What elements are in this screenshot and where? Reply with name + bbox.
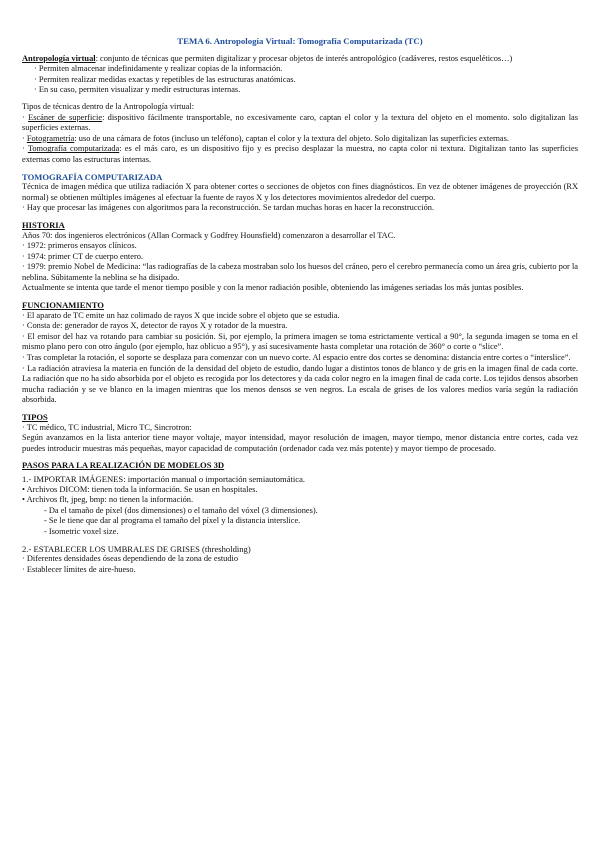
- funcionamiento-line: · El emisor del haz va rotando para cambiar su posición. Si, por ejemplo, la primera imagen se toma estrictamente vertical a 90°, la segunda imagen se toma en el mismo plano pero con otro ángulo (por ejemplo, haz oblicuo a 95°), y así sucesivamente hasta completar una rotación de 360° o corte o “slice”.: [22, 331, 578, 352]
- tomografia-paragraph: · Hay que procesar las imágenes con algoritmos para la reconstrucción. Se tardan muchas horas en hacer la reconstrucción.: [22, 203, 435, 213]
- historia-line: · 1979: premio Nobel de Medicina: “las radiografías de la cabeza mostraban solo los huesos del cráneo, pero el cerebro permanecía como un área gris, cubierto por la neblina. Súbitamente la neblina se ha disipado.: [22, 262, 578, 282]
- tomografia-paragraph: Técnica de imagen médica que utiliza radiación X para obtener cortes o secciones de objetos con fines diagnósticos. En vez de obtener imágenes de proyección (RX normal) se obtienen múltiples imágenes al efectuar la fuente de rayos X y los detectores movimientos alrededor del cuerpo.: [22, 182, 578, 202]
- intro-paragraph: [22, 54, 578, 65]
- document-title: TEMA 6. Antropología Virtual: Tomografía Computarizada (TC): [177, 36, 423, 46]
- historia-line: · 1974: primer CT de cuerpo entero.: [22, 251, 144, 261]
- paso-1-bullet: • Archivos DICOM: tienen toda la información. Se usan en hospitales.: [22, 484, 258, 494]
- paso-2-line: · Diferentes densidades óseas dependiendo de la zona de estudio: [22, 554, 239, 564]
- intro-bullet: · Permiten almacenar indefinidamente y realizar copias de la información.: [34, 64, 283, 74]
- paso-2-title: 2.- ESTABLECER LOS UMBRALES DE GRISES (thresholding): [22, 543, 251, 554]
- tipos-heading: TIPOS: [22, 412, 48, 422]
- tipos-line: · TC médico, TC industrial, Micro TC, Sincrotron:: [22, 422, 192, 432]
- historia-heading: HISTORIA: [22, 219, 65, 230]
- tecnica-item: · Escáner de superficie: dispositivo fácilmente transportable, no excesivamente caro, captan el color y la textura del objeto en el momento. solo digitalizan las superficies externas.: [22, 112, 578, 133]
- paso-1-subitem: - Se le tiene que dar al programa el tamaño del píxel y la distancia interslice.: [44, 516, 301, 526]
- paso-1-bullet: • Archivos flt, jpeg, bmp: no tienen la información.: [22, 495, 194, 505]
- funcionamiento-line: · Tras completar la rotación, el soporte se desplaza para comenzar con un nuevo corte. Al espacio entre dos cortes se denomina: distancia entre cortes o “interslice”.: [22, 353, 571, 363]
- intro-bullet: · Permiten realizar medidas exactas y repetibles de las estructuras anatómicas.: [34, 74, 296, 84]
- historia-line: · 1972: primeros ensayos clínicos.: [22, 241, 137, 251]
- paso-1-subitem: - Da el tamaño de píxel (dos dimensiones) o el tamaño del vóxel (3 dimensiones).: [44, 505, 318, 515]
- funcionamiento-heading: FUNCIONAMIENTO: [22, 300, 104, 311]
- tecnica-item: · Tomografía computarizada: es el más caro, es un dispositivo fijo y es preciso desplazar la muestra, no capta color ni textura. Digitalizan tanto las superficies externas como las estructuras internas.: [22, 144, 578, 164]
- funcionamiento-line: · Consta de: generador de rayos X, detector de rayos X y rotador de la muestra.: [22, 321, 288, 331]
- tecnica-item: · Fotogrametría: uso de una cámara de fotos (incluso un teléfono), captan el color y la textura del objeto. Solo digitalizan las superficies externas.: [22, 133, 510, 143]
- intro-term: Antropología virtual: [22, 53, 96, 63]
- paso-2-line: · Establecer límites de aire-hueso.: [22, 564, 136, 574]
- intro-definition: : conjunto de técnicas que permiten digitalizar y procesar objetos de interés antropológico (cadáveres, restos esqueléticos…): [95, 53, 513, 63]
- tecnica-term: Fotogrametría: [26, 133, 75, 143]
- funcionamiento-line: · El aparato de TC emite un haz colimado de rayos X que incide sobre el objeto que se estudia.: [22, 310, 340, 320]
- tomografia-heading: TOMOGRAFÍA COMPUTARIZADA: [22, 171, 163, 182]
- paso-1-title: 1.- IMPORTAR IMÁGENES: importación manual o importación semiautomática.: [22, 473, 306, 484]
- pasos-heading: PASOS PARA LA REALIZACIÓN DE MODELOS 3D: [22, 460, 225, 471]
- intro-bullet: · En su caso, permiten visualizar y medir estructuras internas.: [34, 85, 241, 95]
- document-page: [22, 36, 578, 575]
- paso-1-subitem: - Isometric voxel size.: [44, 526, 119, 536]
- historia-line: Actualmente se intenta que tarde el menor tiempo posible y con la menor radiación posible, obteniendo las imágenes seriadas los más juntas posibles.: [22, 283, 524, 293]
- tipos-line: Según avanzamos en la lista anterior tiene mayor voltaje, mayor intensidad, mayor resolución de imagen, mayor tiempo, menor distancia entre cortes, cada vez puedes introducir muestras más pequeñas, mayor capacidad de computación (ordenador cada vez más potente) y mayor tiempo de procesado.: [22, 433, 578, 453]
- tecnica-term: Escáner de superficie: [28, 112, 103, 122]
- tecnica-term: Tomografía computarizada: [27, 144, 120, 154]
- tipos-tecnicas-heading: Tipos de técnicas dentro de la Antropología virtual:: [22, 101, 195, 111]
- funcionamiento-line: · La radiación atraviesa la materia en función de la densidad del objeto de estudio, dando lugar a distintos tonos de blanco y de gris en la imagen final de cada corte. La radiación que no ha sido absorbida por el objeto es recogida por los detectores y da cada color negro en la imagen final de cada corte. Los tejidos densos absorben mucha radiación y se ve blanco en la imagen mientras que los menos densos se ven negros. La escala de grises de los valores medios varía según la radiación absorbida.: [22, 363, 578, 405]
- historia-line: Años 70: dos ingenieros electrónicos (Allan Cormack y Godfrey Hounsfield) comenzaron a desarrollar el TAC.: [22, 230, 396, 240]
